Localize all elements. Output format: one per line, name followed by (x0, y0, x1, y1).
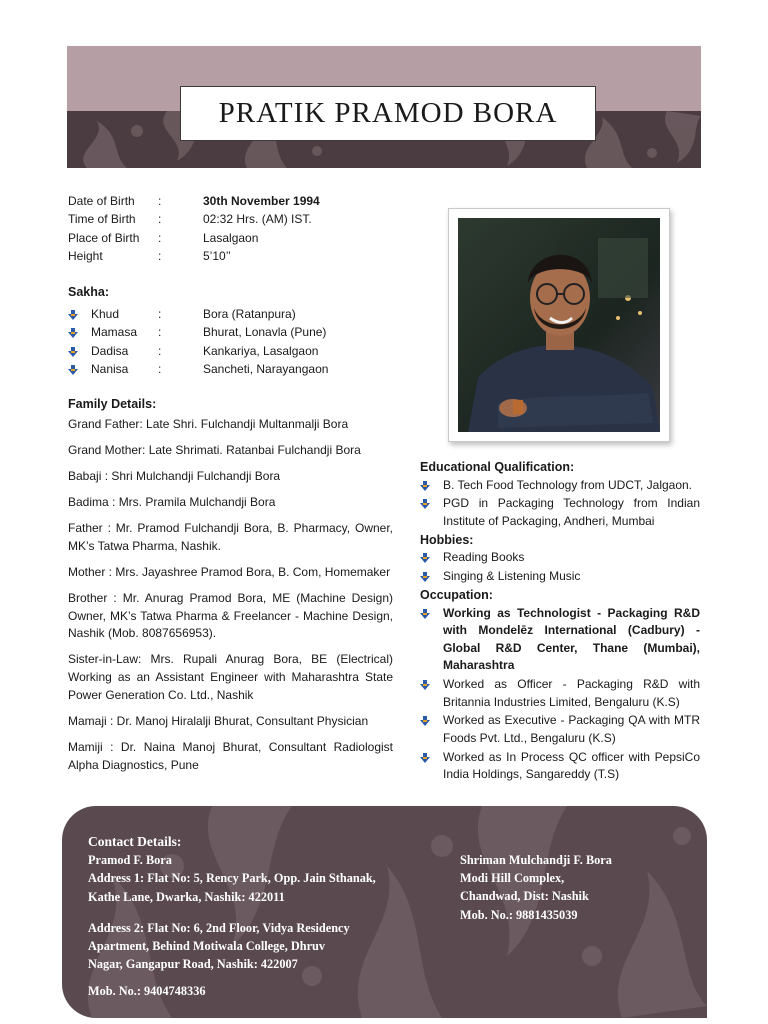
list-item (420, 749, 700, 784)
detail-value: 02:32 Hrs. (AM) IST. (203, 212, 312, 227)
occupation-item: Worked as In Process QC officer with PepsiCo India Holdings, Sangareddy (T.S) (443, 749, 700, 782)
detail-separator: : (158, 248, 162, 263)
photo-frame (448, 208, 670, 442)
arrow-bullet-icon (420, 553, 430, 563)
arrow-bullet-icon (68, 365, 78, 375)
detail-label: Height (68, 248, 103, 263)
sakha-row (68, 323, 443, 341)
education-item: PGD in Packaging Technology from Indian Institute of Packaging, Andheri, Mumbai (443, 496, 700, 528)
occupation-item: Worked as Executive - Packaging QA with MTR Foods Pvt. Ltd., Bengaluru (K.S) (443, 713, 700, 746)
contact-mobile: Mob. No.: 9404748336 (88, 984, 206, 999)
sakha-separator: : (158, 343, 162, 358)
address-line: Address 2: Flat No: 6, 2nd Floor, Vidya Residency (88, 920, 350, 935)
family-line: Grand Mother: Late Shrimati. Ratanbai Fulchandji Bora (68, 442, 361, 457)
detail-row-dob (68, 192, 443, 210)
contact-primary (88, 833, 376, 1001)
arrow-bullet-icon (420, 716, 430, 726)
occupation-list (420, 605, 700, 785)
occupation-item: Worked as Officer - Packaging R&D with Britannia Industries Limited, Bengaluru (K.S) (443, 677, 700, 709)
sakha-label-cell (68, 342, 158, 360)
sakha-value: Bora (Ratanpura) (203, 307, 296, 321)
hobby-item: Reading Books (443, 550, 525, 565)
list-item (420, 568, 700, 586)
sakha-separator: : (158, 307, 162, 321)
family-line: Grand Father: Late Shri. Fulchandji Multanmalji Bora (68, 417, 349, 431)
contact-name: Pramod F. Bora (88, 853, 172, 868)
contact-line: Mob. No.: 9881435039 (460, 907, 578, 922)
sakha-label-cell (68, 305, 158, 323)
family-line: Mamiji : Dr. Naina Manoj Bhurat, Consultant Radiologist Alpha Diagnostics, Pune (68, 739, 393, 772)
sakha-value: Kankariya, Lasalgaon (203, 343, 319, 358)
detail-row-time (68, 210, 443, 228)
sakha-label-cell (68, 360, 158, 378)
address-line: Apartment, Behind Motiwala College, Dhruv (88, 939, 326, 954)
education-list (420, 477, 700, 531)
candidate-name: PRATIK PRAMOD BORA (218, 97, 558, 129)
arrow-bullet-icon (420, 609, 430, 619)
occupation-heading: Occupation: (420, 587, 493, 602)
education-item: B. Tech Food Technology from UDCT, Jalgaon. (443, 477, 693, 492)
detail-label: Place of Birth (68, 230, 140, 245)
family-line: Badima : Mrs. Pramila Mulchandji Bora (68, 494, 276, 509)
detail-separator: : (158, 230, 162, 245)
family-line: Mother : Mrs. Jayashree Pramod Bora, B. Com, Homemaker (68, 564, 391, 579)
name-title-box (180, 86, 596, 141)
arrow-bullet-icon (420, 481, 430, 491)
contact-heading: Contact Details: (88, 834, 182, 849)
contact-footer (62, 806, 707, 1018)
family-line: Babaji : Shri Mulchandji Fulchandji Bora (68, 468, 281, 483)
contact-secondary (460, 851, 612, 924)
occupation-item: Working as Technologist - Packaging R&D with Mondelēz International (Cadbury) - Global R&D Center, Thane (Mumbai), Maharashtra (443, 605, 700, 673)
arrow-bullet-icon (420, 572, 430, 582)
contact-line: Shriman Mulchandji F. Bora (460, 853, 612, 867)
sakha-value: Bhurat, Lonavla (Pune) (203, 325, 327, 340)
sakha-label: Nanisa (91, 361, 129, 376)
hobby-item: Singing & Listening Music (443, 569, 581, 584)
sakha-value: Sancheti, Narayangaon (203, 361, 329, 376)
sakha-label: Khud (91, 307, 120, 321)
profile-photo (458, 218, 660, 432)
list-item (420, 712, 700, 747)
education-heading: Educational Qualification: (420, 460, 575, 474)
contact-line: Chandwad, Dist: Nashik (460, 889, 589, 904)
list-item (420, 676, 700, 711)
sakha-label: Mamasa (91, 325, 138, 340)
arrow-bullet-icon (420, 753, 430, 763)
sakha-row (68, 360, 443, 378)
list-item (420, 477, 700, 495)
detail-separator: : (158, 212, 162, 227)
family-line: Father : Mr. Pramod Fulchandji Bora, B. Pharmacy, Owner, MK’s Tatwa Pharma, Nashik. (68, 520, 393, 553)
sakha-separator: : (158, 361, 162, 376)
sakha-label-cell (68, 323, 158, 341)
arrow-bullet-icon (68, 328, 78, 338)
detail-row-place (68, 229, 443, 247)
arrow-bullet-icon (420, 680, 430, 690)
personal-details (68, 192, 443, 265)
detail-value: 30th November 1994 (203, 194, 320, 208)
list-item (420, 495, 700, 530)
hobbies-list (420, 549, 700, 585)
address-line: Address 1: Flat No: 5, Rency Park, Opp. Jain Sthanak, (88, 871, 376, 886)
detail-value: 5’10’’ (203, 248, 231, 263)
sakha-heading: Sakha: (68, 285, 109, 299)
detail-value: Lasalgaon (203, 230, 259, 245)
sakha-row (68, 305, 443, 323)
detail-label: Time of Birth (68, 212, 136, 227)
arrow-bullet-icon (420, 499, 430, 509)
arrow-bullet-icon (68, 347, 78, 357)
family-line: Brother : Mr. Anurag Pramod Bora, ME (Machine Design) Owner, MK’s Tatwa Pharma & Freelancer - Machine Design, Nashik (Mob. 8087656953). (68, 590, 393, 641)
right-column (420, 458, 700, 785)
sakha-label: Dadisa (91, 343, 129, 358)
detail-separator: : (158, 194, 162, 208)
detail-label: Date of Birth (68, 194, 135, 208)
address-line: Nagar, Gangapur Road, Nashik: 422007 (88, 957, 298, 972)
address-line: Kathe Lane, Dwarka, Nashik: 422011 (88, 889, 285, 904)
hobbies-heading: Hobbies: (420, 532, 474, 547)
sakha-list (68, 305, 443, 378)
detail-row-height (68, 247, 443, 265)
arrow-bullet-icon (68, 310, 78, 320)
family-line: Mamaji : Dr. Manoj Hiralalji Bhurat, Consultant Physician (68, 713, 369, 728)
family-heading: Family Details: (68, 397, 157, 411)
sakha-row (68, 342, 443, 360)
sakha-separator: : (158, 325, 162, 340)
list-item (420, 549, 700, 567)
family-line: Sister-in-Law: Mrs. Rupali Anurag Bora, BE (Electrical) Working as an Assistant Engineer with Maharashtra State Power Generation Co. Ltd., Nashik (68, 652, 393, 702)
list-item (420, 605, 700, 675)
contact-line: Modi Hill Complex, (460, 871, 565, 886)
family-details (68, 416, 393, 783)
